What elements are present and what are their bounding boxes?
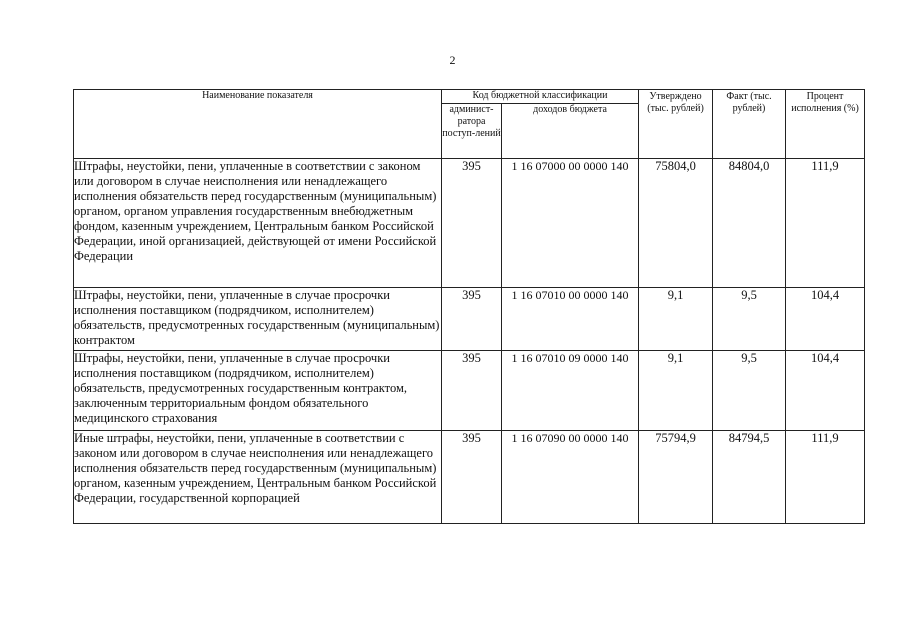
row-code: 1 16 07010 00 0000 140 bbox=[502, 288, 639, 351]
row-percent: 111,9 bbox=[786, 159, 865, 288]
row-admin: 395 bbox=[442, 159, 502, 288]
header-fact: Факт (тыс. рублей) bbox=[713, 90, 786, 159]
table-row bbox=[74, 351, 865, 431]
header-approved: Утверждено (тыс. рублей) bbox=[639, 90, 713, 159]
header-percent: Процент исполнения (%) bbox=[786, 90, 865, 159]
header-row-top bbox=[74, 90, 865, 104]
row-percent: 111,9 bbox=[786, 431, 865, 524]
row-name: Штрафы, неустойки, пени, уплаченные в случае просрочки исполнения поставщиком (подрядчиком, исполнителем) обязательств, предусмотренных государственным (муниципальным) контрактом bbox=[74, 288, 442, 351]
row-percent: 104,4 bbox=[786, 288, 865, 351]
row-fact: 84794,5 bbox=[713, 431, 786, 524]
table-row bbox=[74, 431, 865, 524]
table-row bbox=[74, 288, 865, 351]
row-approved: 75804,0 bbox=[639, 159, 713, 288]
budget-table bbox=[73, 89, 865, 524]
header-name: Наименование показателя bbox=[74, 90, 442, 159]
table-row bbox=[74, 159, 865, 288]
row-name: Иные штрафы, неустойки, пени, уплаченные в соответствии с законом или договором в случае неисполнения или ненадлежащего исполнения обязательств перед государственным (муниципальным) органом, казенным учреждением, Центральным банком Российской Федерации, государственной корпорацией bbox=[74, 431, 442, 524]
row-fact: 9,5 bbox=[713, 351, 786, 431]
row-code: 1 16 07090 00 0000 140 bbox=[502, 431, 639, 524]
row-name: Штрафы, неустойки, пени, уплаченные в случае просрочки исполнения поставщиком (подрядчиком, исполнителем) обязательств, предусмотренных государственным контрактом, заключенным территориальным фондом обязательного медицинского страхования bbox=[74, 351, 442, 431]
row-code: 1 16 07010 09 0000 140 bbox=[502, 351, 639, 431]
row-admin: 395 bbox=[442, 431, 502, 524]
row-name: Штрафы, неустойки, пени, уплаченные в соответствии с законом или договором в случае неисполнения или ненадлежащего исполнения обязательств перед государственным (муниципальным) органом, органом управления государственным внебюджетным фондом, казенным учреждением, Центральным банком Российской Федерации, иной организацией, действующей от имени Российской Федерации bbox=[74, 159, 442, 288]
row-fact: 84804,0 bbox=[713, 159, 786, 288]
row-approved: 75794,9 bbox=[639, 431, 713, 524]
row-admin: 395 bbox=[442, 351, 502, 431]
row-approved: 9,1 bbox=[639, 288, 713, 351]
row-code: 1 16 07000 00 0000 140 bbox=[502, 159, 639, 288]
header-kbk: Код бюджетной классификации bbox=[442, 90, 639, 104]
page-number: 2 bbox=[449, 53, 456, 67]
header-admin: админист-ратора поступ-лений bbox=[442, 104, 502, 159]
row-admin: 395 bbox=[442, 288, 502, 351]
row-percent: 104,4 bbox=[786, 351, 865, 431]
header-income: доходов бюджета bbox=[502, 104, 639, 159]
row-fact: 9,5 bbox=[713, 288, 786, 351]
row-approved: 9,1 bbox=[639, 351, 713, 431]
